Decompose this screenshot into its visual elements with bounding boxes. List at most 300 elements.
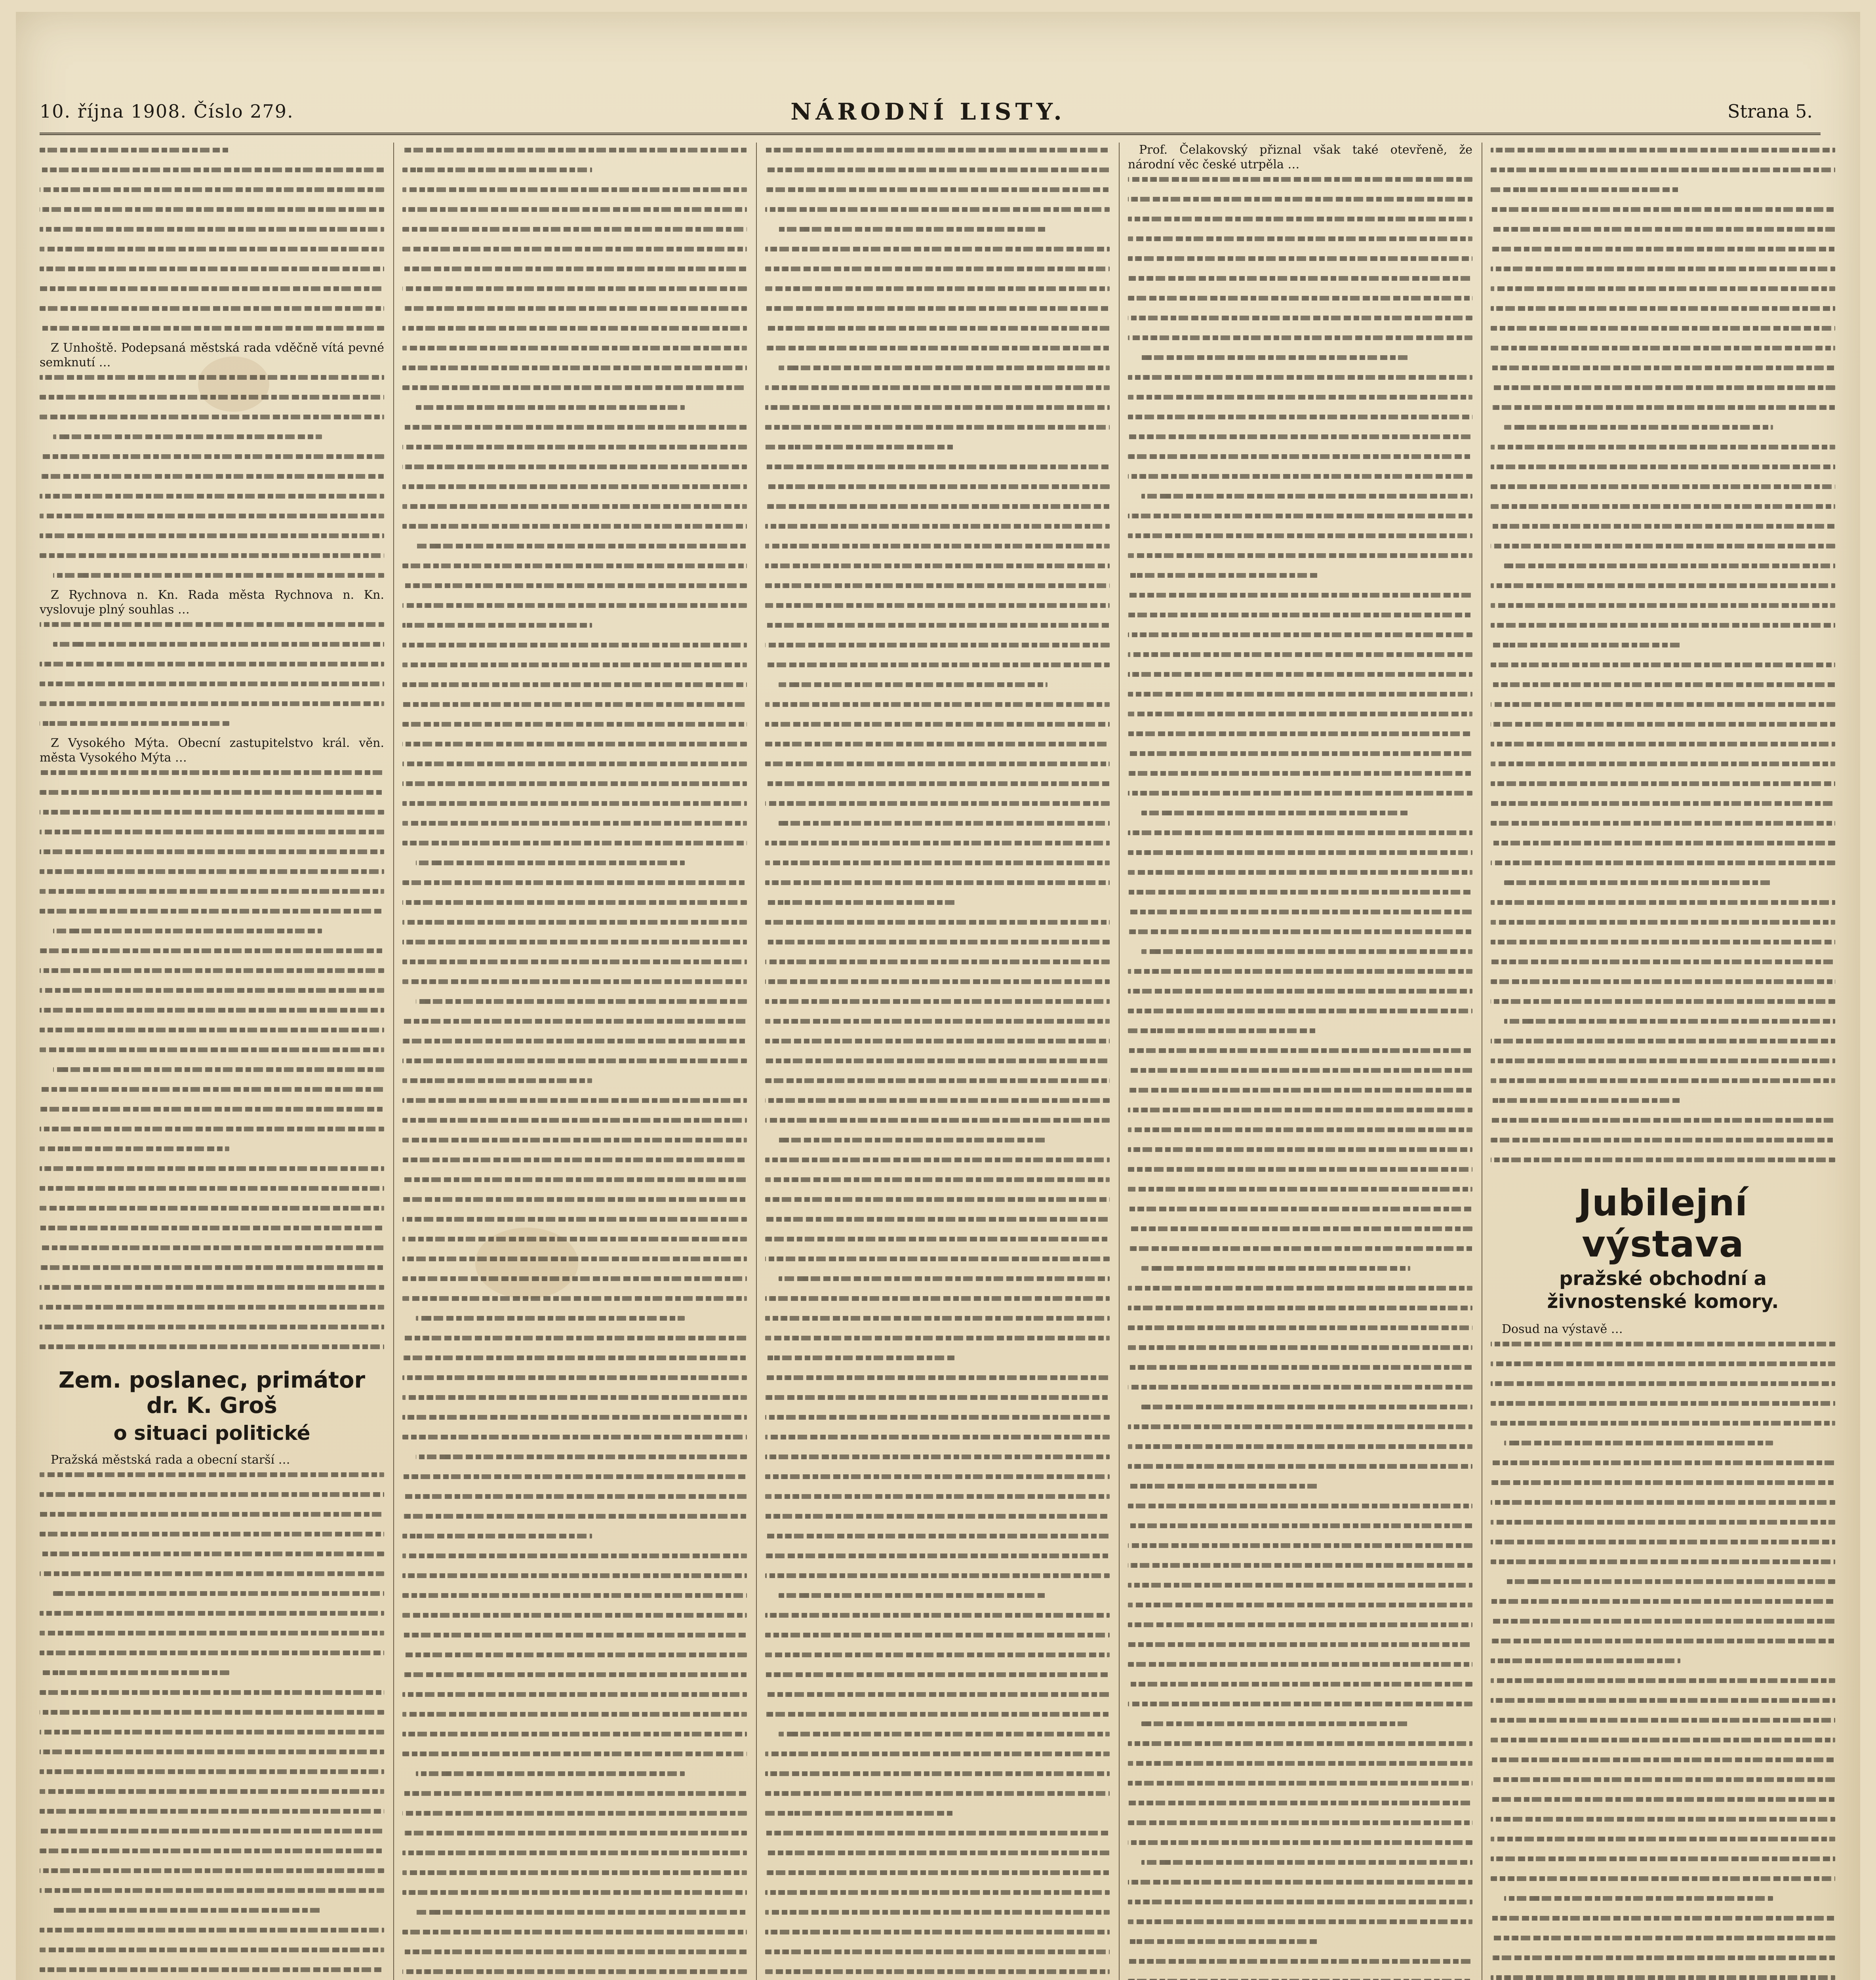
text-line: [765, 1573, 1110, 1588]
text-block: [1128, 177, 1472, 1980]
text-line: [402, 504, 747, 519]
text-line: [40, 207, 384, 222]
text-line: [402, 1573, 747, 1588]
text-line: [1128, 256, 1472, 271]
text-line: [765, 1217, 1110, 1232]
text-line: [765, 1653, 1110, 1667]
text-line: [1491, 1678, 1835, 1693]
text-line: [1128, 1385, 1472, 1399]
text-line: [765, 524, 1110, 539]
text-line: [765, 385, 1110, 400]
text-line: [40, 1769, 384, 1784]
text-line: [40, 1265, 384, 1280]
text-line: [40, 1849, 384, 1863]
text-line: [1491, 267, 1835, 281]
text-line: [1128, 1900, 1472, 1914]
text-line: [765, 1019, 1110, 1034]
column-divider: [1119, 143, 1120, 1980]
text-line: [765, 504, 1110, 519]
text-line: [765, 1158, 1110, 1172]
text-line: [402, 1712, 747, 1727]
text-line: [40, 1532, 384, 1546]
text-line: [1491, 1619, 1835, 1634]
text-line: [765, 880, 1110, 895]
text-line: [765, 1851, 1110, 1865]
text-line: [40, 533, 384, 548]
text-line: [1128, 1860, 1472, 1875]
text-line: [1128, 1682, 1472, 1696]
text-line: [1128, 1424, 1472, 1439]
text-line: [402, 1098, 747, 1113]
text-line: [1128, 1226, 1472, 1241]
text-line: [765, 1059, 1110, 1073]
text-line: [402, 1514, 747, 1529]
text-line: [402, 187, 747, 202]
text-line: [40, 1206, 384, 1220]
text-line: [1128, 652, 1472, 667]
column-4: [1128, 143, 1472, 1980]
text-line: [765, 247, 1110, 261]
text-line: [765, 187, 1110, 202]
text-line: [402, 1732, 747, 1746]
text-line: [402, 1177, 747, 1192]
paragraph: Dosud na výstavě …: [1502, 1322, 1623, 1336]
text-line: [402, 762, 747, 776]
text-line: [40, 1166, 384, 1181]
text-line: [1128, 553, 1472, 568]
text-line: [40, 1067, 384, 1082]
text-line: [402, 960, 747, 974]
text-line: [402, 1138, 747, 1152]
text-line: [402, 1831, 747, 1845]
text-line: [1491, 1896, 1835, 1911]
text-line: [1491, 762, 1835, 776]
text-line: [1491, 880, 1835, 895]
text-line: [1128, 1246, 1472, 1261]
text-line: [402, 841, 747, 855]
text-line: [765, 1336, 1110, 1350]
paragraph: Z Unhoště. Podepsaná městská rada vděčně vítá pevné semknutí …: [40, 341, 384, 369]
text-line: [40, 1552, 384, 1566]
text-line: [765, 742, 1110, 756]
text-line: [1491, 643, 1835, 657]
text-line: [1491, 979, 1835, 994]
text-line: [765, 465, 1110, 479]
text-line: [1128, 1583, 1472, 1597]
text-line: [1491, 1817, 1835, 1832]
text-line: [1491, 306, 1835, 321]
page-header: [28, 95, 1828, 131]
text-line: [765, 326, 1110, 341]
text-line: [40, 889, 384, 904]
text-line: [765, 1276, 1110, 1291]
text-line: [765, 1395, 1110, 1410]
paragraph: Z Vysokého Mýta. Obecní zastupitelstvo král. věn. města Vysokého Mýta …: [40, 736, 384, 765]
text-line: [1491, 1540, 1835, 1554]
text-line: [40, 187, 384, 202]
text-line: [765, 900, 1110, 915]
text-line: [1128, 890, 1472, 904]
text-line: [765, 366, 1110, 380]
text-line: [1491, 1500, 1835, 1515]
text-line: [1128, 712, 1472, 726]
text-line: [1128, 1306, 1472, 1320]
text-line: [40, 1285, 384, 1300]
text-line: [765, 1732, 1110, 1746]
text-line: [765, 801, 1110, 816]
text-line: [402, 623, 747, 638]
text-line: [1491, 286, 1835, 301]
text-line: [402, 1276, 747, 1291]
text-line: [402, 702, 747, 717]
text-line: [1128, 236, 1472, 251]
text-line: [402, 1019, 747, 1034]
text-line: [402, 544, 747, 558]
text-line: [765, 1633, 1110, 1647]
text-line: [1491, 1401, 1835, 1416]
text-line: [1491, 1975, 1835, 1980]
text-line: [1128, 989, 1472, 1003]
text-line: [1128, 415, 1472, 429]
text-line: [402, 1078, 747, 1093]
text-line: [40, 494, 384, 508]
text-line: [40, 830, 384, 844]
text-line: [1128, 672, 1472, 687]
text-line: [1128, 1266, 1472, 1281]
text-line: [765, 1870, 1110, 1885]
article-headline: Jubilejní výstava: [1578, 1182, 1748, 1265]
text-line: [1491, 1078, 1835, 1093]
text-line: [1128, 573, 1472, 588]
text-line: [1128, 870, 1472, 885]
text-line: [1128, 316, 1472, 330]
column-1: [40, 143, 384, 1980]
text-line: [1491, 1639, 1835, 1653]
text-line: [402, 524, 747, 539]
text-line: [1491, 326, 1835, 341]
text-line: [1128, 434, 1472, 449]
text-line: [1128, 514, 1472, 528]
text-line: [1491, 346, 1835, 360]
text-line: [402, 1257, 747, 1271]
text-line: [402, 1593, 747, 1608]
text-line: [402, 1791, 747, 1806]
text-line: [40, 662, 384, 676]
text-line: [402, 1474, 747, 1489]
text-line: [1491, 960, 1835, 974]
text-line: [1491, 1520, 1835, 1534]
text-line: [1491, 1118, 1835, 1133]
text-line: [402, 1692, 747, 1707]
text-line: [1491, 1916, 1835, 1930]
text-line: [765, 1356, 1110, 1370]
text-line: [402, 366, 747, 380]
text-line: [765, 663, 1110, 677]
text-line: [402, 1455, 747, 1469]
text-line: [765, 544, 1110, 558]
column-2: [402, 143, 747, 1980]
text-line: [765, 1771, 1110, 1786]
text-line: [402, 247, 747, 261]
text-block: [40, 375, 384, 588]
text-line: [402, 1771, 747, 1786]
text-line: [1491, 1837, 1835, 1851]
text-line: [1128, 1108, 1472, 1122]
text-line: [765, 1593, 1110, 1608]
text-line: [1491, 168, 1835, 182]
text-line: [40, 1245, 384, 1260]
text-line: [40, 1908, 384, 1923]
text-line: [1128, 276, 1472, 291]
text-line: [402, 1197, 747, 1212]
text-line: [1491, 524, 1835, 539]
text-line: [1128, 969, 1472, 984]
article-subheadline: pražské obchodní a živnostenské komory.: [1547, 1268, 1779, 1313]
text-line: [1491, 1599, 1835, 1614]
text-line: [40, 770, 384, 785]
text-line: [1128, 375, 1472, 390]
text-line: [402, 227, 747, 242]
text-line: [1128, 811, 1472, 825]
text-line: [765, 1039, 1110, 1053]
text-line: [40, 1789, 384, 1804]
text-line: [1128, 197, 1472, 211]
text-line: [1128, 1761, 1472, 1776]
text-line: [1491, 1876, 1835, 1891]
text-line: [1128, 1603, 1472, 1617]
text-block: [40, 622, 384, 736]
text-line: [40, 1868, 384, 1883]
text-line: [765, 999, 1110, 1014]
text-line: [1128, 1642, 1472, 1657]
text-line: [765, 1316, 1110, 1331]
text-line: [1491, 227, 1835, 242]
text-line: [40, 1047, 384, 1062]
text-line: [765, 1613, 1110, 1628]
text-line: [765, 643, 1110, 657]
text-line: [1128, 1048, 1472, 1063]
text-line: [765, 1672, 1110, 1687]
text-line: [1491, 425, 1835, 440]
text-line: [40, 721, 384, 736]
text-line: [40, 1888, 384, 1903]
text-line: [1491, 841, 1835, 855]
text-line: [40, 929, 384, 943]
text-line: [765, 1831, 1110, 1845]
text-line: [1128, 1939, 1472, 1954]
text-line: [1491, 1757, 1835, 1772]
text-line: [40, 1492, 384, 1507]
text-line: [402, 603, 747, 618]
text-line: [402, 1653, 747, 1667]
text-line: [402, 940, 747, 954]
text-line: [40, 909, 384, 923]
text-line: [402, 1969, 747, 1980]
text-line: [1491, 207, 1835, 222]
text-line: [40, 573, 384, 588]
text-line: [40, 682, 384, 696]
text-line: [1491, 722, 1835, 737]
text-line: [765, 1375, 1110, 1390]
text-line: [1128, 474, 1472, 489]
text-line: [402, 861, 747, 875]
text-line: [402, 999, 747, 1014]
text-line: [1491, 1797, 1835, 1812]
text-line: [402, 1851, 747, 1865]
text-line: [402, 1118, 747, 1133]
text-line: [402, 682, 747, 697]
text-line: [1491, 1936, 1835, 1950]
text-line: [402, 821, 747, 836]
text-line: [402, 148, 747, 162]
text-line: [765, 1098, 1110, 1113]
text-line: [40, 306, 384, 321]
text-line: [765, 227, 1110, 242]
text-line: [1128, 1286, 1472, 1300]
column-divider: [756, 143, 757, 1980]
text-line: [402, 445, 747, 459]
text-line: [1491, 1559, 1835, 1574]
text-block: [1491, 148, 1835, 1172]
text-line: [1128, 177, 1472, 192]
text-line: [40, 514, 384, 528]
text-line: [765, 1554, 1110, 1568]
text-line: [1491, 1421, 1835, 1436]
text-line: [402, 880, 747, 895]
text-line: [1128, 692, 1472, 706]
text-line: [765, 1296, 1110, 1311]
text-line: [765, 603, 1110, 618]
text-line: [1128, 1523, 1472, 1538]
text-line: [1128, 1405, 1472, 1419]
text-line: [402, 1554, 747, 1568]
text-line: [1491, 1059, 1835, 1073]
text-line: [1128, 1543, 1472, 1558]
text-line: [1128, 533, 1472, 548]
text-line: [1128, 1325, 1472, 1340]
text-line: [765, 623, 1110, 638]
text-line: [1491, 1738, 1835, 1752]
text-line: [1491, 1441, 1835, 1455]
article-headline: Zem. poslanec, primátor dr. K. Groš: [58, 1367, 366, 1418]
text-line: [402, 564, 747, 578]
text-line: [402, 1494, 747, 1509]
text-line: [1491, 1098, 1835, 1113]
text-line: [402, 425, 747, 440]
text-line: [40, 1107, 384, 1121]
page-number: Strana 5.: [1727, 101, 1813, 122]
text-line: [765, 841, 1110, 855]
text-line: [765, 1752, 1110, 1766]
text-line: [1491, 583, 1835, 598]
text-line: [765, 1494, 1110, 1509]
text-line: [402, 1890, 747, 1905]
column-5: [1491, 143, 1835, 1980]
text-line: [1491, 603, 1835, 618]
text-line: [765, 781, 1110, 796]
text-line: [1128, 1127, 1472, 1142]
text-line: [765, 1078, 1110, 1093]
text-line: [1491, 1138, 1835, 1152]
text-line: [1128, 454, 1472, 469]
text-line: [402, 979, 747, 994]
text-line: [1128, 1820, 1472, 1835]
text-line: [402, 207, 747, 222]
text-line: [402, 1415, 747, 1430]
text-line: [1491, 702, 1835, 717]
text-line: [40, 553, 384, 568]
text-line: [1491, 663, 1835, 677]
text-line: [765, 1712, 1110, 1727]
text-line: [765, 425, 1110, 440]
text-line: [765, 821, 1110, 836]
text-line: [402, 267, 747, 281]
text-line: [40, 286, 384, 301]
text-block: [1491, 1342, 1835, 1980]
text-line: [1491, 1955, 1835, 1970]
text-line: [765, 1791, 1110, 1806]
text-line: [40, 1948, 384, 1962]
text-line: [402, 1910, 747, 1925]
text-line: [1491, 1019, 1835, 1034]
text-line: [40, 1591, 384, 1606]
text-line: [402, 742, 747, 756]
text-line: [1128, 355, 1472, 370]
text-line: [402, 663, 747, 677]
column-3: [765, 143, 1110, 1980]
text-line: [40, 148, 384, 162]
text-line: [40, 869, 384, 884]
text-line: [1491, 1777, 1835, 1792]
paragraph: Pražská městská rada a obecní starší …: [51, 1453, 290, 1467]
text-line: [765, 346, 1110, 360]
text-line: [40, 701, 384, 716]
text-line: [1491, 1039, 1835, 1053]
text-line: [402, 1534, 747, 1548]
text-line: [765, 1237, 1110, 1251]
text-line: [402, 1672, 747, 1687]
text-line: [765, 1197, 1110, 1212]
text-line: [765, 1969, 1110, 1980]
paragraph: Z Rychnova n. Kn. Rada města Rychnova n. Kn. vyslovuje plný souhlas …: [40, 588, 384, 617]
text-line: [40, 1571, 384, 1586]
text-line: [40, 1670, 384, 1685]
text-line: [765, 1257, 1110, 1271]
text-line: [1128, 1207, 1472, 1221]
text-line: [1128, 1504, 1472, 1518]
text-line: [1491, 1460, 1835, 1475]
text-line: [1491, 1342, 1835, 1356]
text-line: [1128, 830, 1472, 845]
text-line: [40, 1809, 384, 1824]
text-line: [40, 642, 384, 657]
text-line: [1128, 1662, 1472, 1677]
text-line: [402, 900, 747, 915]
text-line: [765, 1118, 1110, 1133]
text-line: [1491, 445, 1835, 459]
text-line: [765, 1415, 1110, 1430]
text-line: [40, 948, 384, 963]
text-line: [1128, 1088, 1472, 1102]
text-line: [1491, 1718, 1835, 1732]
text-line: [765, 1534, 1110, 1548]
text-line: [1491, 821, 1835, 836]
text-line: [40, 1710, 384, 1725]
text-line: [765, 702, 1110, 717]
text-line: [402, 1336, 747, 1350]
text-line: [402, 1613, 747, 1628]
text-line: [40, 849, 384, 864]
